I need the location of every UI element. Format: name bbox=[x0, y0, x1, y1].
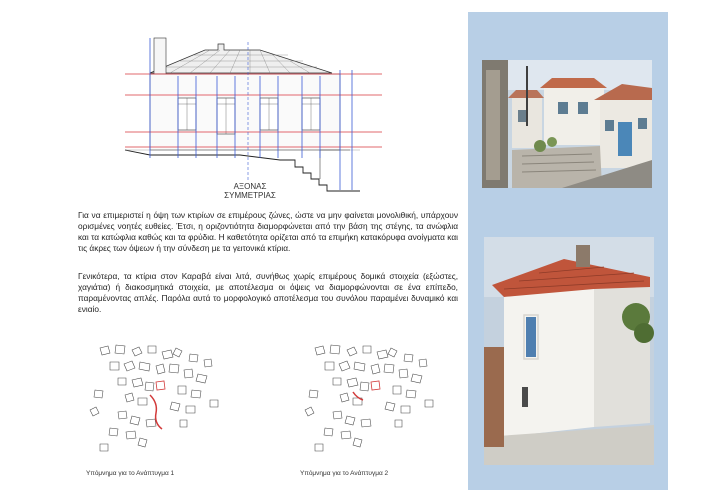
site-plan-map-1 bbox=[80, 340, 230, 460]
body-paragraph-1: Για να επιμεριστεί η όψη των κτιρίων σε επιμέρους ζώνες, ώστε να μην φαίνεται μονολιθική, υπάρχουν ορισμένες νοητές ευθείες. Έτσι, η οριζοντιότητα διαμορφώνεται από την βάση της στέγης, τα ανώφλια και τα κατώφλια καθώς και τα φρύδια. Η καθετότητα ορίζεται από τα επιμήκη κατακόρυφα ανοίγματα και τις άκρες των όψεων ή την σύνδεση με τα γειτονικά κτίρια. bbox=[78, 210, 458, 254]
body-paragraph-2: Γενικότερα, τα κτίρια στον Καραβά είναι λιτά, συνήθως χωρίς επιμέρους δομικά στοιχεία (εξώστες, χαγιάτια) ή διακοσμητικά στοιχεία, με αποτέλεσμα οι όψεις να διαμορφώνονται σε ένα επίπεδο, παραμένοντας απλές. Παρόλα αυτά το μορφολογικό αποτέλεσμα του συνόλου παραμένει δυναμικό και ενιαίο. bbox=[78, 271, 458, 315]
street-photo bbox=[482, 60, 652, 188]
site-plan-map-2 bbox=[295, 340, 445, 460]
axis-of-symmetry-caption bbox=[200, 182, 300, 200]
house-photo bbox=[484, 237, 654, 465]
map-caption-1: Υπόμνημα για το Ανάπτυγμα 1 bbox=[86, 470, 175, 477]
elevation-drawing bbox=[120, 20, 390, 195]
map-caption-2: Υπόμνημα για το Ανάπτυγμα 2 bbox=[300, 470, 389, 477]
axis-caption-line2: ΣΥΜΜΕΤΡΙΑΣ bbox=[224, 191, 276, 200]
axis-caption-line1: ΑΞΟΝΑΣ bbox=[233, 182, 267, 191]
